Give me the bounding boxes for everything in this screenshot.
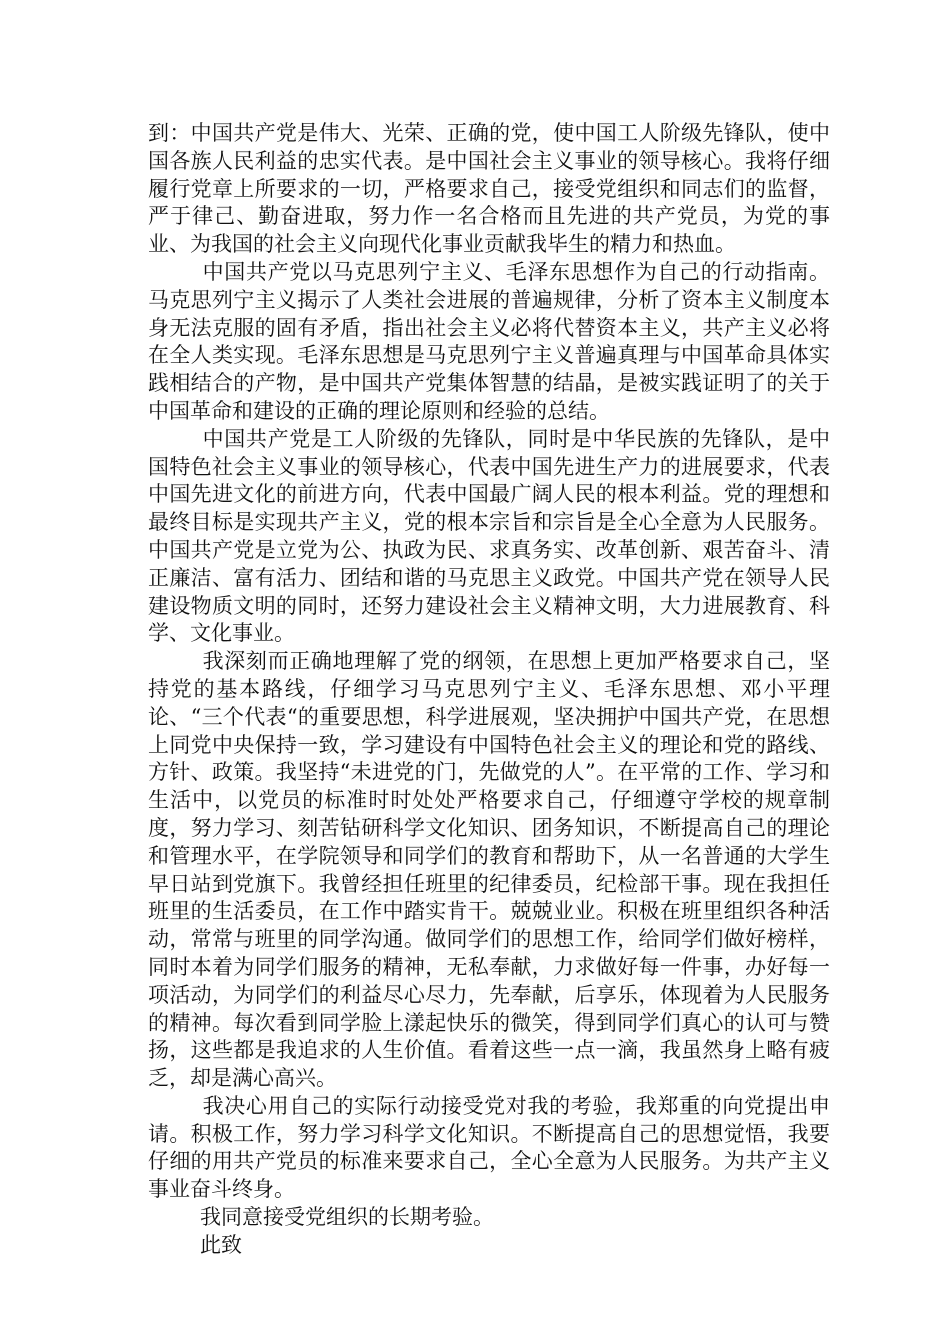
document-body: [148, 120, 830, 1260]
paragraph-opening: 到：中国共产党是伟大、光荣、正确的党，使中国工人阶级先锋队，使中国各族人民利益的忠实代表。是中国社会主义事业的领导核心。我将仔细履行党章上所要求的一切，严格要求自己，接受党组织和同志们的监督，严于律己、勤奋进取，努力作一名合格而且先进的共产党员，为党的事业、为我国的社会主义向现代化事业贡献我毕生的精力和热血。: [148, 121, 830, 257]
paragraph-resolution: 我决心用自己的实际行动接受党对我的考验，我郑重的向党提出申请。积极工作，努力学习科学文化知识。不断提高自己的思想觉悟，我要仔细的用共产党员的标准来要求自己，全心全意为人民服务。为共产主义事业奋斗终身。: [148, 1093, 830, 1202]
paragraph-personal-understanding: 我深刻而正确地理解了党的纲领，在思想上更加严格要求自己，坚持党的基本路线，仔细学习马克思列宁主义、毛泽东思想、邓小平理论、“三个代表“的重要思想，科学进展观，坚决拥护中国共产党，在思想上同党中央保持一致，学习建设有中国特色社会主义的理论和党的路线、方针、政策。我坚持“未进党的门，先做党的人”。在平常的工作、学习和生活中，以党员的标准时时处处严格要求自己，仔细遵守学校的规章制度，努力学习、刻苦钻研科学文化知识、团务知识，不断提高自己的理论和管理水平，在学院领导和同学们的教育和帮助下，从一名普通的大学生早日站到党旗下。我曾经担任班里的纪律委员，纪检部干事。现在我担任班里的生活委员，在工作中踏实肯干。兢兢业业。积极在班里组织各种活动，常常与班里的同学沟通。做同学们的思想工作，给同学们做好榜样，同时本着为同学们服务的精神，无私奉献，力求做好每一件事，办好每一项活动，为同学们的利益尽心尽力，先奉献，后享乐，体现着为人民服务的精神。每次看到同学脸上漾起快乐的微笑，得到同学们真心的认可与赞扬，这些都是我追求的人生价值。看着这些一点一滴，我虽然身上略有疲乏，却是满心高兴。: [148, 649, 830, 1091]
paragraph-guiding-ideology: 中国共产党以马克思列宁主义、毛泽东思想作为自己的行动指南。马克思列宁主义揭示了人类社会进展的普遍规律，分析了资本主义制度本身无法克服的固有矛盾，指出社会主义必将代替资本主义，共产主义必将在全人类实现。毛泽东思想是马克思列宁主义普遍真理与中国革命具体实践相结合的产物，是中国共产党集体智慧的结晶，是被实践证明了的关于中国革命和建设的正确的理论原则和经验的总结。: [148, 259, 830, 423]
closing-salutation: 此致: [200, 1232, 242, 1257]
closing-acceptance-line: 我同意接受党组织的长期考验。: [200, 1205, 494, 1230]
paragraph-party-nature: 中国共产党是工人阶级的先锋队，同时是中华民族的先锋队，是中国特色社会主义事业的领导核心，代表中国先进生产力的进展要求，代表中国先进文化的前进方向，代表中国最广阔人民的根本利益。党的理想和最终目标是实现共产主义，党的根本宗旨和宗旨是全心全意为人民服务。中国共产党是立党为公、执政为民、求真务实、改革创新、艰苦奋斗、清正廉洁、富有活力、团结和谐的马克思主义政党。中国共产党在领导人民建设物质文明的同时，还努力建设社会主义精神文明，大力进展教育、科学、文化事业。: [148, 426, 830, 646]
